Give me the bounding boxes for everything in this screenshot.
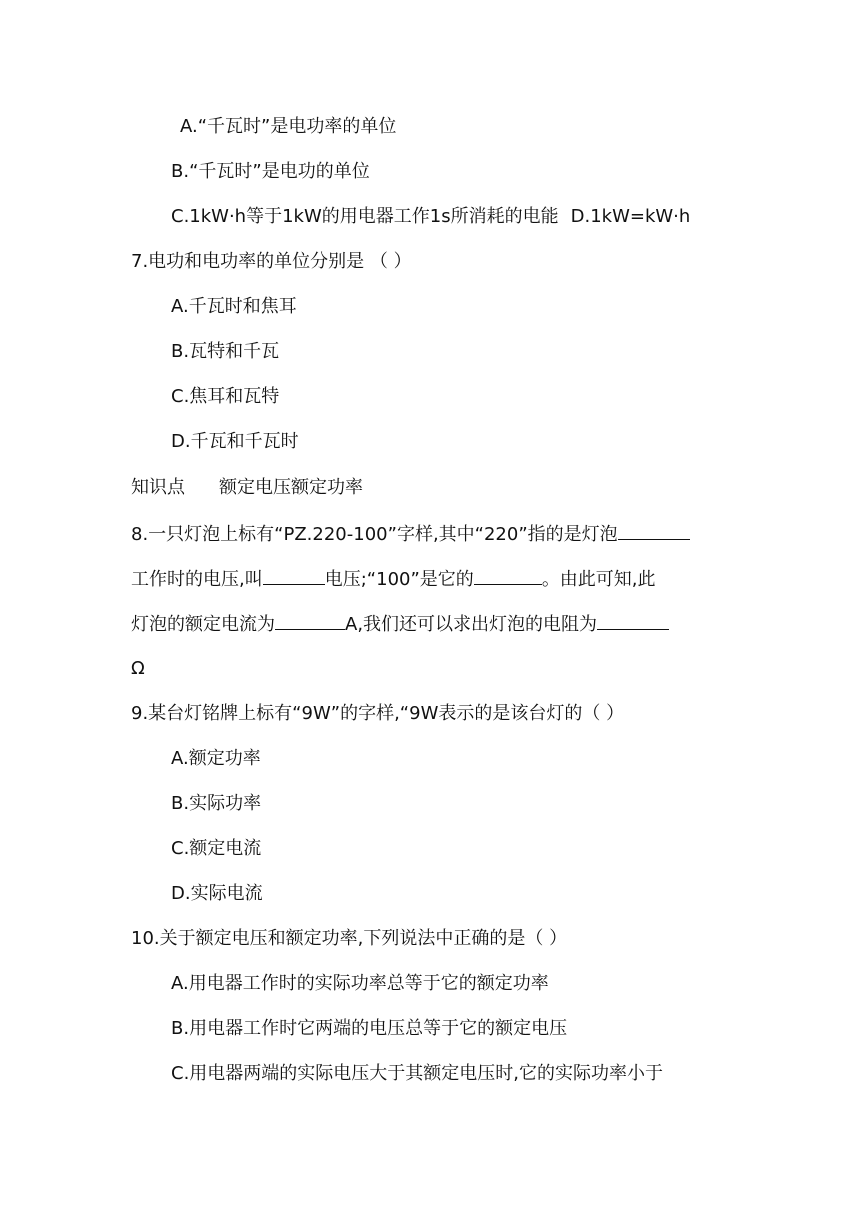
q8-line-1 [131,521,690,547]
q8-text-1: 8.一只灯泡上标有“PZ.220-100”字样,其中“220”指的是灯泡 [131,524,618,545]
q9-option-c: C.额定电流 [171,838,262,859]
q10-option-c: C.用电器两端的实际电压大于其额定电压时,它的实际功率小于 [171,1063,664,1084]
q7-option-d: D.千瓦和千瓦时 [171,431,299,452]
answer-blank-5[interactable] [597,611,669,630]
q10-stem: 10.关于额定电压和额定功率,下列说法中正确的是（ ） [131,928,568,949]
q8-line-2 [131,566,656,592]
q8-text-5: 灯泡的额定电流为 [131,614,275,635]
q8-text-6: A,我们还可以求出灯泡的电阻为 [345,614,598,635]
q8-text-2: 工作时的电压,叫 [131,569,263,590]
q7-option-a: A.千瓦时和焦耳 [171,296,297,317]
q8-line-3 [131,611,669,637]
answer-blank-1[interactable] [618,521,690,540]
section-heading [131,475,363,501]
q8-unit-ohm: Ω [131,658,145,679]
section-title: 额定电压额定功率 [219,477,363,498]
q8-text-4: 。由此可知,此 [541,569,656,590]
q6-option-b: B.“千瓦时”是电功的单位 [171,161,370,182]
q9-option-d: D.实际电流 [171,883,263,904]
q7-stem: 7.电功和电功率的单位分别是 （ ） [131,251,412,272]
q9-stem: 9.某台灯铭牌上标有“9W”的字样,“9W表示的是该台灯的（ ） [131,703,625,724]
section-label: 知识点 [131,477,185,498]
q9-option-b: B.实际功率 [171,793,262,814]
q6-option-a: A.“千瓦时”是电功率的单位 [180,116,397,137]
q10-option-b: B.用电器工作时它两端的电压总等于它的额定电压 [171,1018,568,1039]
answer-blank-3[interactable] [474,566,542,585]
q9-option-a: A.额定功率 [171,748,261,769]
q6-option-d: D.1kW=kW·h [570,206,691,227]
answer-blank-4[interactable] [275,611,345,630]
q7-option-b: B.瓦特和千瓦 [171,341,280,362]
q7-option-c: C.焦耳和瓦特 [171,386,280,407]
q8-text-3: 电压;“100”是它的 [324,569,474,590]
q6-option-cd [171,204,690,230]
answer-blank-2[interactable] [263,566,325,585]
q6-option-c: C.1kW·h等于1kW的用电器工作1s所消耗的电能 [171,206,559,227]
q10-option-a: A.用电器工作时的实际功率总等于它的额定功率 [171,973,549,994]
